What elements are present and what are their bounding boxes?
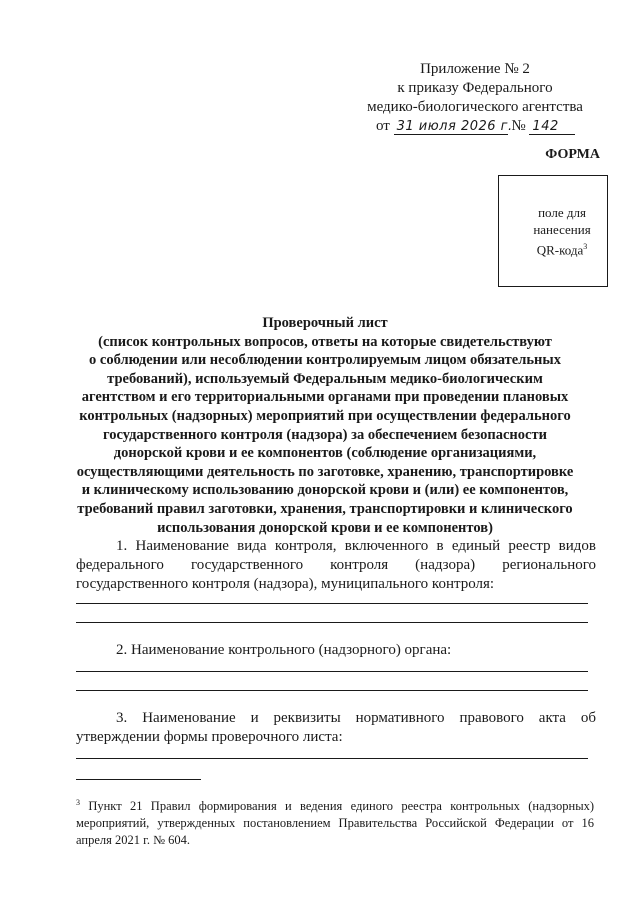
handwritten-number: 142: [529, 119, 575, 135]
handwritten-date: 31 июля 2026 г.: [394, 119, 508, 135]
fill-line: [76, 671, 588, 672]
number-label: №: [511, 118, 526, 134]
footnote: [76, 794, 594, 849]
appendix-title: Приложение № 2: [420, 61, 530, 77]
section-1-text: Наименование вида контроля, включенного в единый реестр видов федерального государственного контроля (надзора) регионального государственного контроля (надзора), муниципального контроля:: [76, 538, 597, 592]
appendix-agency: медико-биологического агентства: [367, 99, 583, 115]
title-line: агентством и его территориальными органами при проведении плановых: [81, 389, 569, 406]
qr-box-line3: QR-кода: [536, 242, 584, 258]
title-line: государственного контроля (надзора) за обеспечением безопасности: [103, 426, 547, 443]
title-line: требований правил заготовки, хранения, транспортировки и клинического: [77, 500, 573, 517]
title-line: и клиническому использованию донорской крови и (или) ее компонентов,: [81, 482, 569, 499]
qr-box-line1: поле для: [538, 204, 586, 220]
title-heading: Проверочный лист: [262, 315, 388, 331]
section-2: [76, 641, 596, 660]
title-line: осуществляющими деятельность по заготовке, хранению, транспортировке: [76, 463, 574, 480]
title-line: использования донорской крови и ее компонентов): [157, 519, 493, 536]
order-date-number-line: [340, 117, 610, 136]
footnote-mark: 3: [76, 798, 80, 807]
qr-footnote-mark: 3: [583, 241, 588, 251]
title-line: о соблюдении или несоблюдении контролируемым лицом обязательных: [89, 352, 561, 369]
qr-box-text: [533, 204, 590, 258]
section-3-text: Наименование и реквизиты нормативного правового акта об утверждении формы проверочного листа:: [76, 710, 597, 745]
qr-box-line2: нанесения: [533, 221, 591, 237]
fill-line: [76, 758, 588, 759]
form-label: ФОРМА: [545, 147, 600, 162]
section-3-number: 3.: [116, 710, 128, 726]
appendix-header: [340, 60, 610, 136]
appendix-order-ref: к приказу Федерального: [397, 80, 553, 96]
fill-line: [76, 603, 588, 604]
qr-code-placeholder: [498, 175, 608, 287]
title-line: требований), используемый Федеральным медико-биологическим: [107, 370, 543, 387]
checklist-title: [70, 314, 580, 537]
fill-line: [76, 622, 588, 623]
title-line: (список контрольных вопросов, ответы на которые свидетельствуют: [98, 333, 552, 350]
section-1: [76, 537, 596, 594]
section-2-text: Наименование контрольного (надзорного) органа:: [131, 642, 452, 658]
from-label: от: [376, 118, 390, 134]
footnote-text: Пункт 21 Правил формирования и ведения единого реестра контрольных (надзорных) мероприятий, утвержденных постановлением Правительства Российской Федерации от 16 апреля 2021 г. № 604.: [76, 799, 595, 848]
section-1-number: 1.: [116, 538, 128, 554]
title-line: донорской крови и ее компонентов (соблюдение организациями,: [113, 445, 537, 462]
footnote-separator: [76, 779, 201, 780]
title-line: контрольных (надзорных) мероприятий при осуществлении федерального: [79, 407, 571, 424]
section-2-number: 2.: [116, 642, 128, 658]
section-3: [76, 709, 596, 747]
fill-line: [76, 690, 588, 691]
